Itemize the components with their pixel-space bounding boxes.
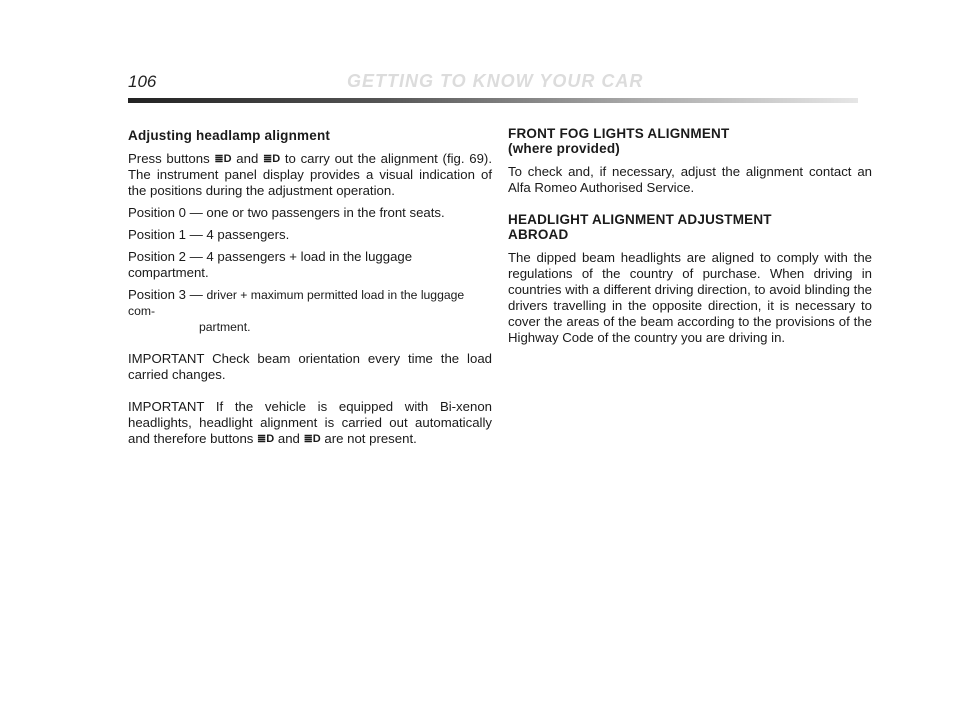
intro-text-a: Press buttons: [128, 151, 215, 166]
header-divider: [128, 98, 858, 103]
heading-adjusting-headlamp: Adjusting headlamp alignment: [128, 128, 331, 143]
position-1: Position 1 — 4 passengers.: [128, 227, 290, 242]
intro-text-c: to carry out the alignment (fig. 69). The instrument panel display provides a visual indication of the positions during the adjustment operation.: [128, 151, 492, 198]
position-0: Position 0 — one or two passengers in the front seats.: [128, 205, 445, 220]
heading-fog-line1: FRONT FOG LIGHTS ALIGNMENT: [508, 126, 730, 141]
position-3-continuation: partment.: [199, 320, 251, 334]
position-3-label: Position 3 —: [128, 287, 207, 302]
headlamp-down-icon: ≣D: [262, 153, 281, 165]
section-title: GETTING TO KNOW YOUR CAR: [347, 71, 644, 91]
intro-text-b: and: [231, 151, 263, 166]
important-note-load: IMPORTANT Check beam orientation every time the load carried changes.: [128, 351, 492, 382]
right-column: [508, 126, 872, 352]
page-number: 106: [128, 72, 157, 91]
heading-fog-lights: [508, 126, 872, 156]
fog-lights-paragraph: To check and, if necessary, adjust the alignment contact an Alfa Romeo Authorised Service.: [508, 164, 872, 195]
left-column: [128, 128, 492, 453]
bixenon-text-a: IMPORTANT If the vehicle is equipped with Bi-xenon headlights, headlight alignment is carried out automatically and therefore buttons: [128, 399, 492, 446]
heading-abroad-line1: HEADLIGHT ALIGNMENT ADJUSTMENT: [508, 212, 772, 227]
intro-paragraph: [128, 151, 492, 199]
page-header: [128, 72, 858, 92]
bixenon-text-b: and: [274, 431, 304, 446]
alignment-abroad-paragraph: The dipped beam headlights are aligned to comply with the regulations of the country of purchase. When driving in countries with a different driving direction, to avoid blinding the drivers travelling in the opposite direction, it is necessary to cover the areas of the beam according to the provisions of the Highway Code of the country you are driving in.: [508, 250, 872, 345]
heading-abroad-line2: ABROAD: [508, 227, 569, 242]
important-note-bixenon: [128, 399, 492, 447]
position-3: [128, 287, 492, 335]
position-2: Position 2 — 4 passengers + load in the luggage compartment.: [128, 249, 413, 280]
heading-fog-line2: (where provided): [508, 141, 620, 156]
bixenon-text-c: are not present.: [320, 431, 417, 446]
headlamp-down-icon-2: ≣D: [303, 433, 321, 445]
heading-alignment-abroad: [508, 212, 872, 242]
headlamp-up-icon-2: ≣D: [257, 433, 275, 445]
headlamp-up-icon: ≣D: [214, 153, 232, 165]
position-3-text: driver + maximum permitted load in the luggage com-: [128, 288, 465, 318]
